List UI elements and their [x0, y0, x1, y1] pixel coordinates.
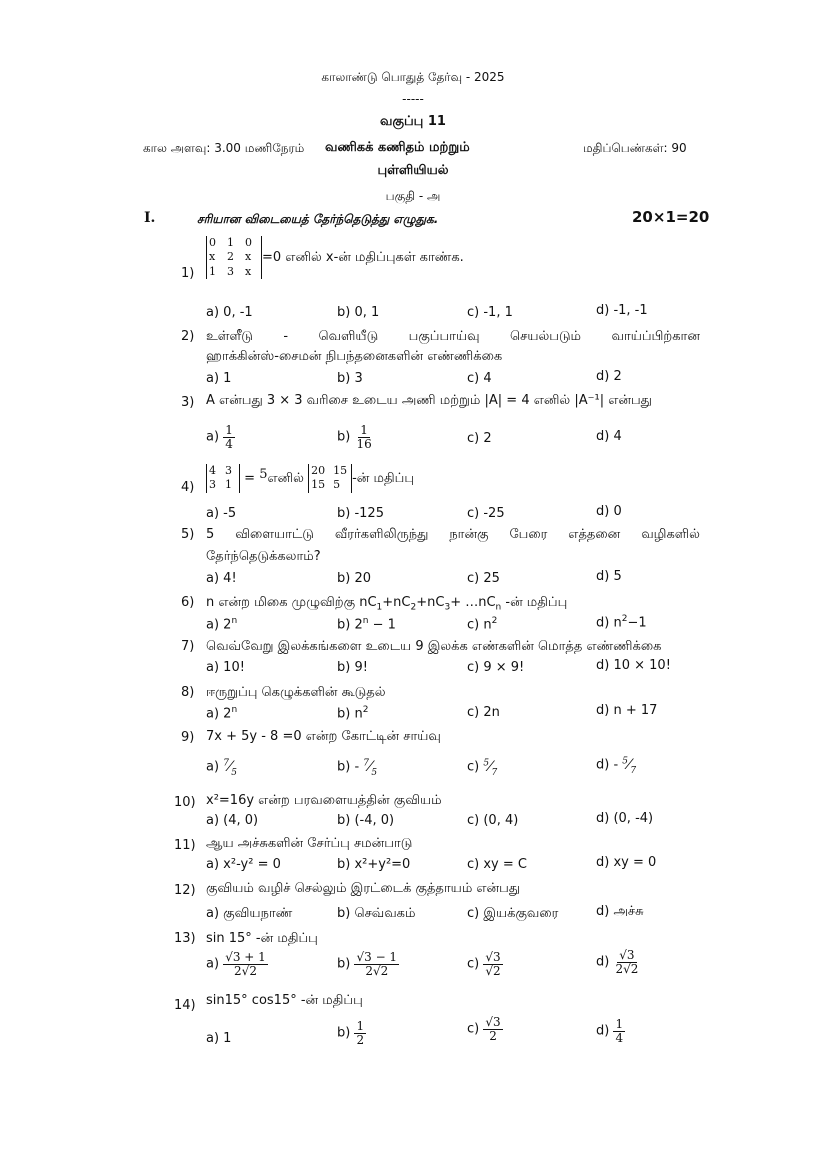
question-number: 5) — [181, 527, 195, 542]
option-b: b) 20 — [337, 571, 371, 586]
fraction: $\frac{√3 - 1}{2√2}$ — [356, 950, 398, 978]
option-a: a) 1 — [206, 371, 232, 386]
option-c: c) 2n — [467, 705, 500, 720]
option-b: b) 9! — [337, 660, 368, 675]
option-c: c) $^5⁄_7$ — [467, 758, 498, 778]
part-label: பகுதி - அ — [385, 189, 441, 203]
option-d: d) xy = 0 — [596, 855, 657, 870]
option-b: b) $\frac{√3 - 1}{2√2}$ — [337, 950, 398, 978]
fraction: $\frac{√3 + 1}{2√2}$ — [225, 950, 266, 978]
question-12-text: குவியம் வழிச் செல்லும் இரட்டைக் குத்தாயம் என்பது — [206, 881, 521, 896]
fraction: $\frac{√3}{√2}$ — [485, 950, 501, 978]
question-8-text: ஈருறுப்பு கெழுக்களின் கூடுதல் — [206, 685, 386, 700]
question-number: 11) — [174, 838, 196, 853]
option-c: c) -1, 1 — [467, 305, 513, 320]
option-a: a) 10! — [206, 660, 245, 675]
option-a: a) 2$^n$ — [206, 705, 238, 722]
option-d: d) 2 — [596, 369, 622, 384]
option-d: d) 4 — [596, 429, 622, 444]
question-7-text: வெவ்வேறு இலக்கங்களை உடைய 9 இலக்க எண்களின் மொத்த எண்ணிக்கை — [206, 639, 662, 654]
option-a: a) 0, -1 — [206, 305, 253, 320]
option-d: d) $n^2-1$ — [596, 614, 647, 631]
subject-line2: புள்ளியியல் — [377, 163, 449, 178]
option-d: $d) - ^5⁄_7$ — [596, 756, 637, 776]
option-c: c) இயக்குவரை — [467, 906, 559, 921]
section-marks: 20×1=20 — [632, 208, 710, 226]
option-d: d) 10 × 10! — [596, 658, 671, 673]
question-1-text: 0 1 0 x 2 x 1 3 x =0 எனில் x-ன் மதிப்புகள் காண்க. — [206, 236, 464, 279]
determinant-matrix-a: 4 3 3 1 — [206, 464, 240, 493]
question-number: 3) — [181, 395, 195, 410]
question-number: 1) — [181, 266, 195, 281]
subject-line1: வணிகக் கணிதம் மற்றும் — [325, 140, 470, 155]
fraction: $\frac{1}{4}$ — [225, 423, 233, 451]
question-4-text: 4 3 3 1 = 5எனில் 20 15 15 5 -ன் மதிப்பு — [206, 464, 414, 493]
duration: கால அளவு: 3.00 மணிநேரம் — [143, 141, 305, 155]
option-c: c) 2 — [467, 431, 492, 446]
option-b: b) -125 — [337, 506, 384, 521]
option-b: b) $\frac{1}{16}$ — [337, 423, 372, 451]
option-c: c) 4 — [467, 371, 492, 386]
class-label: வகுப்பு 11 — [380, 114, 446, 129]
option-a: a) -5 — [206, 506, 237, 521]
section-numeral: I. — [144, 210, 156, 226]
option-b: b) (-4, 0) — [337, 813, 395, 828]
option-b: b) 3 — [337, 371, 363, 386]
question-number: 12) — [174, 883, 196, 898]
question-number: 9) — [181, 730, 195, 745]
section-instruction: சரியான விடையைத் தேர்ந்தெடுத்து எழுதுக. — [197, 212, 439, 226]
option-d: d) 0 — [596, 504, 622, 519]
option-c: c) (0, 4) — [467, 813, 519, 828]
option-a: a) (4, 0) — [206, 813, 259, 828]
option-a: a) 4! — [206, 571, 237, 586]
determinant-matrix: 0 1 0 x 2 x 1 3 x — [206, 236, 262, 279]
exam-title: காலாண்டு பொதுத் தேர்வு - 2025 — [321, 70, 505, 84]
option-d: d) $\frac{1}{4}$ — [596, 1017, 624, 1045]
question-6-text: n என்ற மிகை முழுவிற்கு $nC_1+nC_2+nC_3+$ $\dots nC_n$ -ன் மதிப்பு — [206, 595, 568, 613]
determinant-matrix-b: 20 15 15 5 — [308, 464, 352, 493]
option-a: a) குவியநாண் — [206, 906, 293, 921]
question-number: 14) — [174, 998, 196, 1013]
question-number: 8) — [181, 685, 195, 700]
option-c: c) 9 × 9! — [467, 660, 525, 675]
question-9-text: 7x + 5y - 8 =0 என்ற கோட்டின் சாய்வு — [206, 729, 441, 744]
option-b: $b) - ^7⁄_5$ — [337, 758, 378, 778]
option-b: b) $\frac{1}{2}$ — [337, 1019, 365, 1047]
option-d: d) (0, -4) — [596, 811, 654, 826]
question-14-text: sin15° cos15° -ன் மதிப்பு — [206, 993, 363, 1008]
fraction: $\frac{1}{4}$ — [615, 1017, 624, 1045]
question-11-text: ஆய அச்சுகளின் சேர்ப்பு சமன்பாடு — [206, 836, 413, 851]
question-13-text: sin 15° -ன் மதிப்பு — [206, 931, 318, 946]
fraction: $\frac{√3}{2√2}$ — [615, 948, 639, 976]
question-3-text: A என்பது 3 × 3 வரிசை உடைய அணி மற்றும் |A| = 4 எனில் |A⁻¹| என்பது — [206, 393, 652, 408]
question-number: 2) — [181, 329, 195, 344]
option-a: a) 2$^n$ — [206, 616, 238, 633]
option-a: a) $\frac{1}{4}$ — [206, 423, 233, 451]
option-c: c) $\frac{√3}{2}$ — [467, 1015, 501, 1043]
option-b: b) $2^n - 1$ — [337, 616, 396, 633]
option-c: c) 25 — [467, 571, 500, 586]
option-d: d) $\frac{√3}{2√2}$ — [596, 948, 639, 976]
option-d: d) 5 — [596, 569, 622, 584]
question-2-line2: ஹாக்கின்ஸ்-சைமன் நிபந்தனைகளின் எண்ணிக்கை — [206, 349, 503, 364]
fraction: $\frac{1}{16}$ — [356, 423, 372, 451]
option-d: d) -1, -1 — [596, 303, 648, 318]
option-d: d) அச்சு — [596, 904, 644, 919]
option-c: c) xy = C — [467, 857, 527, 872]
option-c: c) -25 — [467, 506, 505, 521]
total-marks: மதிப்பெண்கள்: 90 — [583, 141, 687, 155]
option-b: b) 0, 1 — [337, 305, 380, 320]
option-b: b) x²+y²=0 — [337, 857, 411, 872]
option-d: d) n + 17 — [596, 703, 658, 718]
option-a: a) $^7⁄_5$ — [206, 758, 237, 778]
option-a: a) 1 — [206, 1031, 232, 1046]
question-number: 13) — [174, 931, 196, 946]
option-c: c) $n^2$ — [467, 616, 498, 633]
fraction: $\frac{1}{2}$ — [356, 1019, 365, 1047]
option-c: c) $\frac{√3}{√2}$ — [467, 950, 501, 978]
question-number: 10) — [174, 795, 196, 810]
fraction: $\frac{√3}{2}$ — [485, 1015, 501, 1043]
option-b: b) செவ்வகம் — [337, 906, 416, 921]
question-10-text: x²=16y என்ற பரவளையத்தின் குவியம் — [206, 793, 442, 808]
option-b: b) $n^2$ — [337, 705, 369, 722]
question-number: 6) — [181, 595, 195, 610]
option-a: a) $\frac{√3 + 1}{2√2}$ — [206, 950, 266, 978]
question-5-line2: தேர்ந்தெடுக்கலாம்? — [206, 549, 321, 564]
question-2-line1: உள்ளீடு - வெளியீடு பகுப்பாய்வு செயல்படும் வாய்ப்பிற்கான — [206, 329, 700, 344]
title-dashes: ----- — [402, 92, 424, 106]
option-a: a) x²-y² = 0 — [206, 857, 281, 872]
question-number: 4) — [181, 480, 195, 495]
question-5-line1: 5 விளையாட்டு வீரர்களிலிருந்து நான்கு பேரை எத்தனை வழிகளில் — [206, 527, 700, 542]
question-number: 7) — [181, 639, 195, 654]
